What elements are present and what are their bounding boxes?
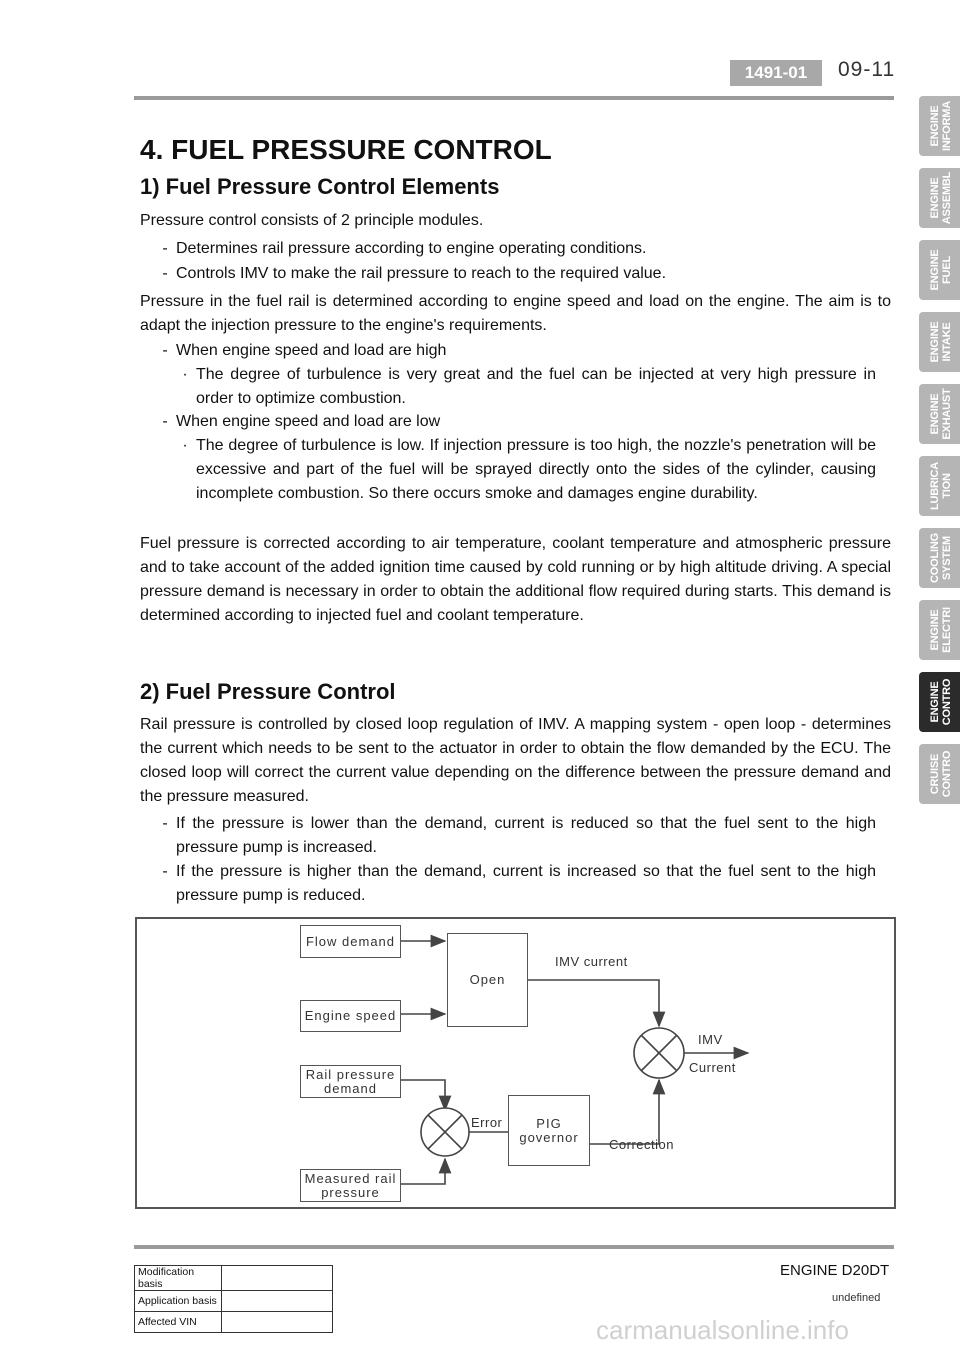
module-item: - Determines rail pressure according to engine operating conditions.: [158, 237, 876, 261]
section-heading-elements: 1) Fuel Pressure Control Elements: [140, 174, 500, 199]
tab-engine-exhaust[interactable]: ENGINE EXHAUST: [919, 384, 960, 444]
low-load-detail: · The degree of turbulence is low. If injection pressure is too high, the nozzle's penetration will be excessive and part of the fuel will be sprayed directly onto the sides of the cylinder, causing incomplete combustion. So there occurs smoke and damages engine durability.: [180, 434, 876, 506]
footer-undefined: undefined: [832, 1292, 881, 1304]
imv-current-label: IMV current: [555, 954, 628, 969]
page-title: 4. FUEL PRESSURE CONTROL: [140, 134, 552, 165]
tab-lubrication[interactable]: LUBRICA TION: [919, 456, 960, 516]
measured-rail-pressure-box: Measured rail pressure: [300, 1169, 401, 1202]
pig-governor-box: PIG governor: [508, 1095, 590, 1166]
tab-cooling-system[interactable]: COOLING SYSTEM: [919, 528, 960, 588]
tab-engine-control[interactable]: ENGINE CONTRO: [919, 672, 960, 732]
table-row: [135, 1266, 333, 1291]
pressure-lower-item: - If the pressure is lower than the demand, current is reduced so that the fuel sent to the high pressure pump is increased.: [158, 812, 876, 860]
page-number: 09-11: [838, 58, 896, 81]
rail-pressure-paragraph: Pressure in the fuel rail is determined according to engine speed and load on the engine. The aim is to adapt the injection pressure to the engine's requirements.: [140, 293, 891, 334]
tab-engine-intake[interactable]: ENGINE INTAKE: [919, 312, 960, 372]
tab-engine-electrical[interactable]: ENGINE ELECTRI: [919, 600, 960, 660]
dash-marker: -: [162, 815, 168, 832]
dash-marker: -: [162, 863, 168, 880]
table-row: [135, 1312, 333, 1333]
modification-table: [134, 1265, 333, 1333]
low-load-item: - When engine speed and load are low: [158, 410, 876, 434]
dot-marker: ·: [182, 437, 188, 454]
dash-marker: -: [162, 342, 168, 359]
dash-marker: -: [162, 240, 168, 257]
open-loop-box: Open: [447, 933, 528, 1027]
tab-engine-fuel[interactable]: ENGINE FUEL: [919, 240, 960, 300]
pressure-control-diagram: [135, 917, 896, 1209]
engine-model: ENGINE D20DT: [780, 1262, 890, 1279]
high-load-item: - When engine speed and load are high: [158, 339, 876, 363]
dash-marker: -: [162, 413, 168, 430]
module-item: - Controls IMV to make the rail pressure to reach to the required value.: [158, 262, 876, 286]
table-key: Application basis: [135, 1291, 222, 1312]
footer-divider: [134, 1245, 894, 1249]
correction-paragraph: Fuel pressure is corrected according to air temperature, coolant temperature and atmospheric pressure and to take account of the added ignition time caused by cold running or by high altitude driving. A special pressure demand is necessary in order to obtain the additional flow required during starts. This demand is determined according to injected fuel and coolant temperature.: [140, 535, 891, 624]
table-value: [222, 1266, 333, 1291]
pressure-higher-item: - If the pressure is higher than the demand, current is increased so that the fuel sent to the high pressure pump is reduced.: [158, 860, 876, 908]
section-heading-control: 2) Fuel Pressure Control: [140, 679, 396, 704]
high-load-detail: · The degree of turbulence is very great and the fuel can be injected at very high pressure in order to optimize combustion.: [180, 363, 876, 411]
dash-marker: -: [162, 265, 168, 282]
watermark: carmanualsonline.info: [596, 1315, 849, 1345]
tab-engine-assembly[interactable]: ENGINE ASSEMBL: [919, 168, 960, 228]
engine-speed-box: Engine speed: [300, 1000, 401, 1032]
flow-demand-box: Flow demand: [300, 925, 401, 958]
table-row: [135, 1291, 333, 1312]
tab-engine-information[interactable]: ENGINE INFORMA: [919, 96, 960, 156]
rail-pressure-demand-box: Rail pressure demand: [300, 1065, 401, 1098]
section-code-badge: 1491-01: [730, 60, 822, 86]
imv-label: IMV: [698, 1032, 723, 1047]
table-key: Modification basis: [135, 1266, 222, 1291]
table-value: [222, 1291, 333, 1312]
correction-label: Correction: [609, 1137, 674, 1152]
dot-marker: ·: [182, 366, 188, 383]
current-label: Current: [689, 1060, 736, 1075]
tab-cruise-control[interactable]: CRUISE CONTRO: [919, 744, 960, 804]
table-value: [222, 1312, 333, 1333]
error-label: Error: [471, 1115, 503, 1130]
table-key: Affected VIN: [135, 1312, 222, 1333]
control-paragraph: Rail pressure is controlled by closed loop regulation of IMV. A mapping system - open loop - determines the current which needs to be sent to the actuator in order to obtain the flow demanded by the ECU. The closed loop will correct the current value depending on the difference between the pressure demand and the pressure measured.: [140, 716, 891, 805]
header-divider: [134, 96, 894, 100]
intro-paragraph: Pressure control consists of 2 principle modules.: [140, 212, 484, 229]
